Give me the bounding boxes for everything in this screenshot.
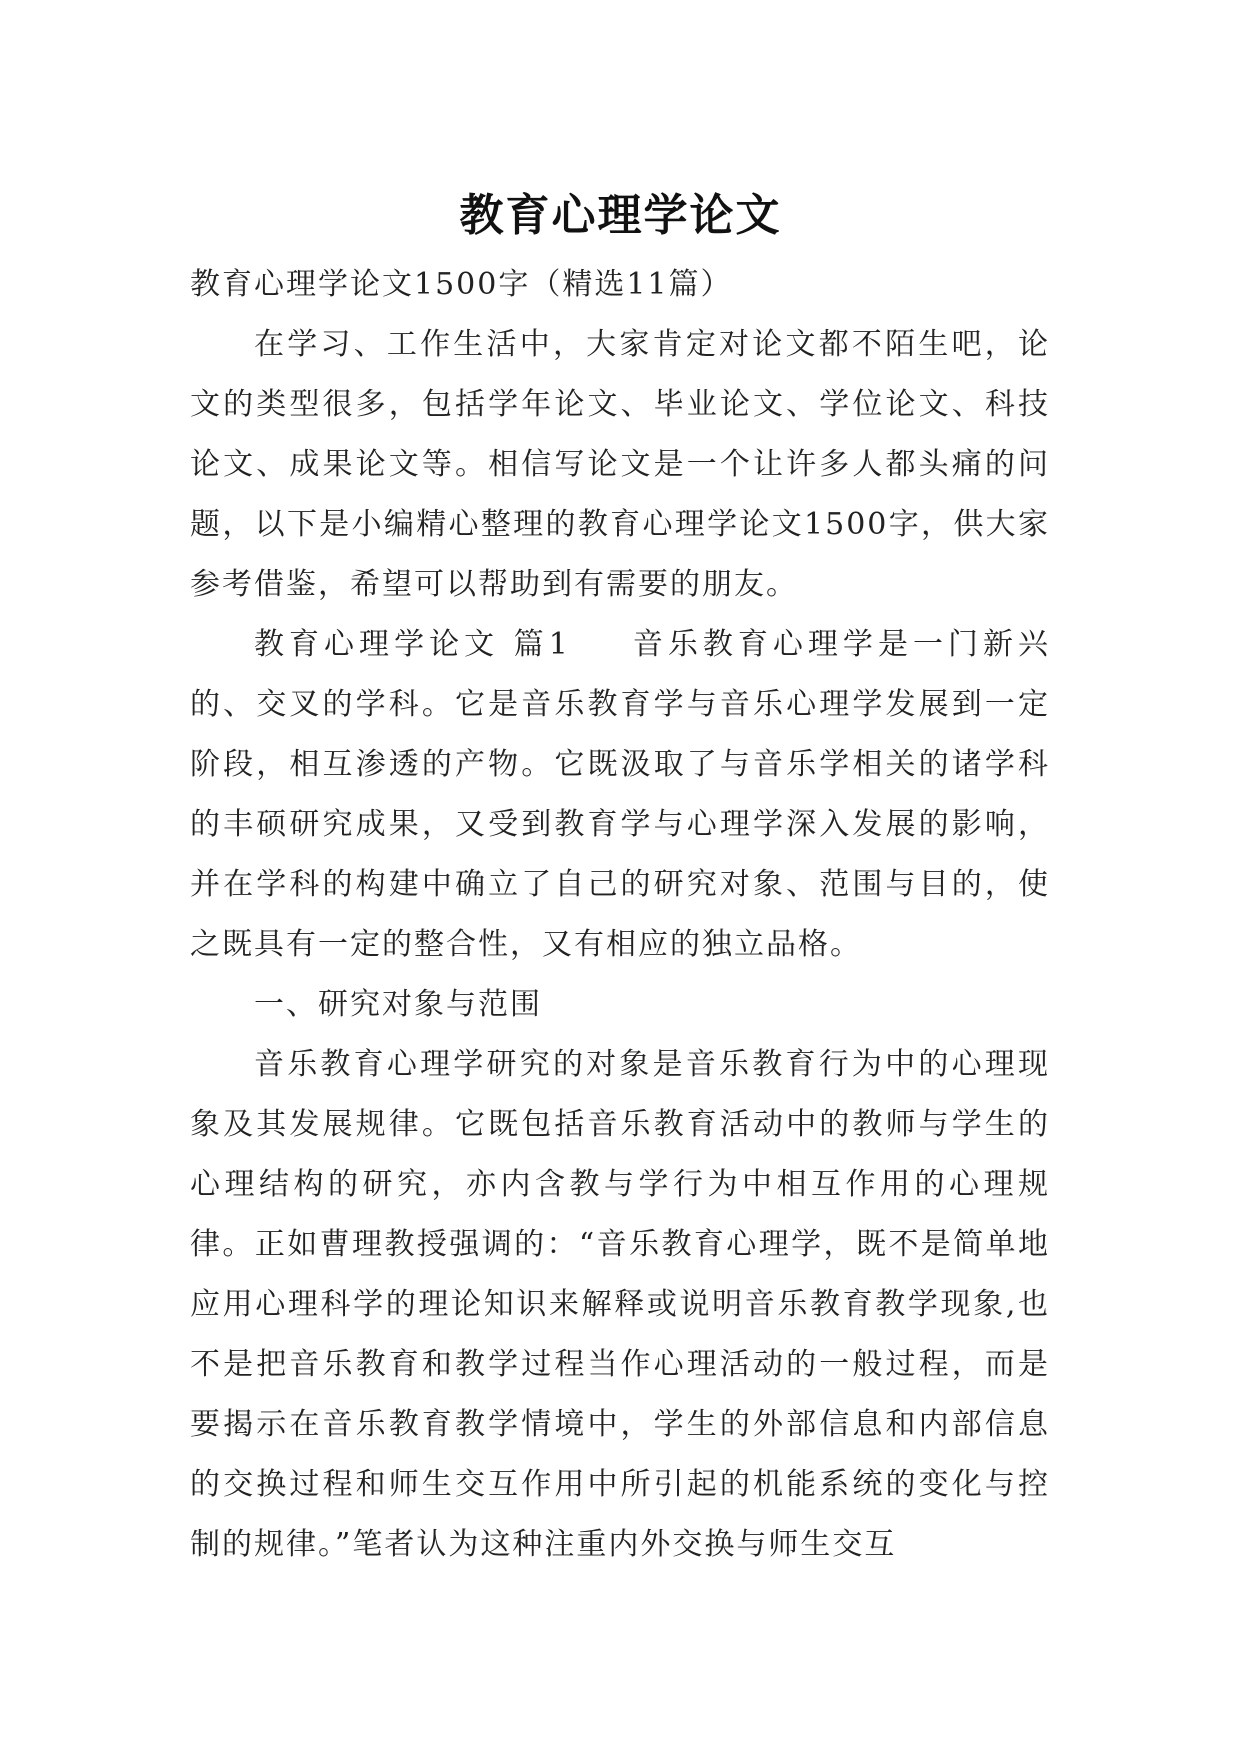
intro-paragraph: 在学习、工作生活中，大家肯定对论文都不陌生吧，论文的类型很多，包括学年论文、毕业论文、学位论文、科技论文、成果论文等。相信写论文是一个让许多人都头痛的问题，以下是小编精心整理的教育心理学论文1500字，供大家参考借鉴，希望可以帮助到有需要的朋友。 xyxy=(190,327,1050,602)
section-1-text: 音乐教育心理学是一门新兴的、交叉的学科。它是音乐教育学与音乐心理学发展到一定阶段，相互渗透的产物。它既汲取了与音乐学相关的诸学科的丰硕研究成果，又受到教育学与心理学深入发展的影响，并在学科的构建中确立了自己的研究对象、范围与目的，使之既具有一定的整合性，又有相应的独立品格。 xyxy=(190,627,1051,962)
heading-research-object: 一、研究对象与范围 xyxy=(254,987,542,1022)
section-1-label: 教育心理学论文 篇1 xyxy=(254,627,570,662)
research-object-paragraph: 音乐教育心理学研究的对象是音乐教育行为中的心理现象及其发展规律。它既包括音乐教育活动中的教师与学生的心理结构的研究，亦内含教与学行为中相互作用的心理规律。正如曹理教授强调的：“音乐教育心理学，既不是简单地应用心理科学的理论知识来解释或说明音乐教育教学现象,也不是把音乐教育和教学过程当作心理活动的一般过程，而是要揭示在音乐教育教学情境中，学生的外部信息和内部信息的交换过程和师生交互作用中所引起的机能系统的变化与控制的规律。”笔者认为这种注重内外交换与师生交互 xyxy=(190,1047,1050,1562)
section-1-paragraph xyxy=(190,615,1050,975)
document-body xyxy=(190,255,1050,1575)
document-subtitle: 教育心理学论文1500字（精选11篇） xyxy=(190,267,733,302)
document-title: 教育心理学论文 xyxy=(459,190,782,242)
